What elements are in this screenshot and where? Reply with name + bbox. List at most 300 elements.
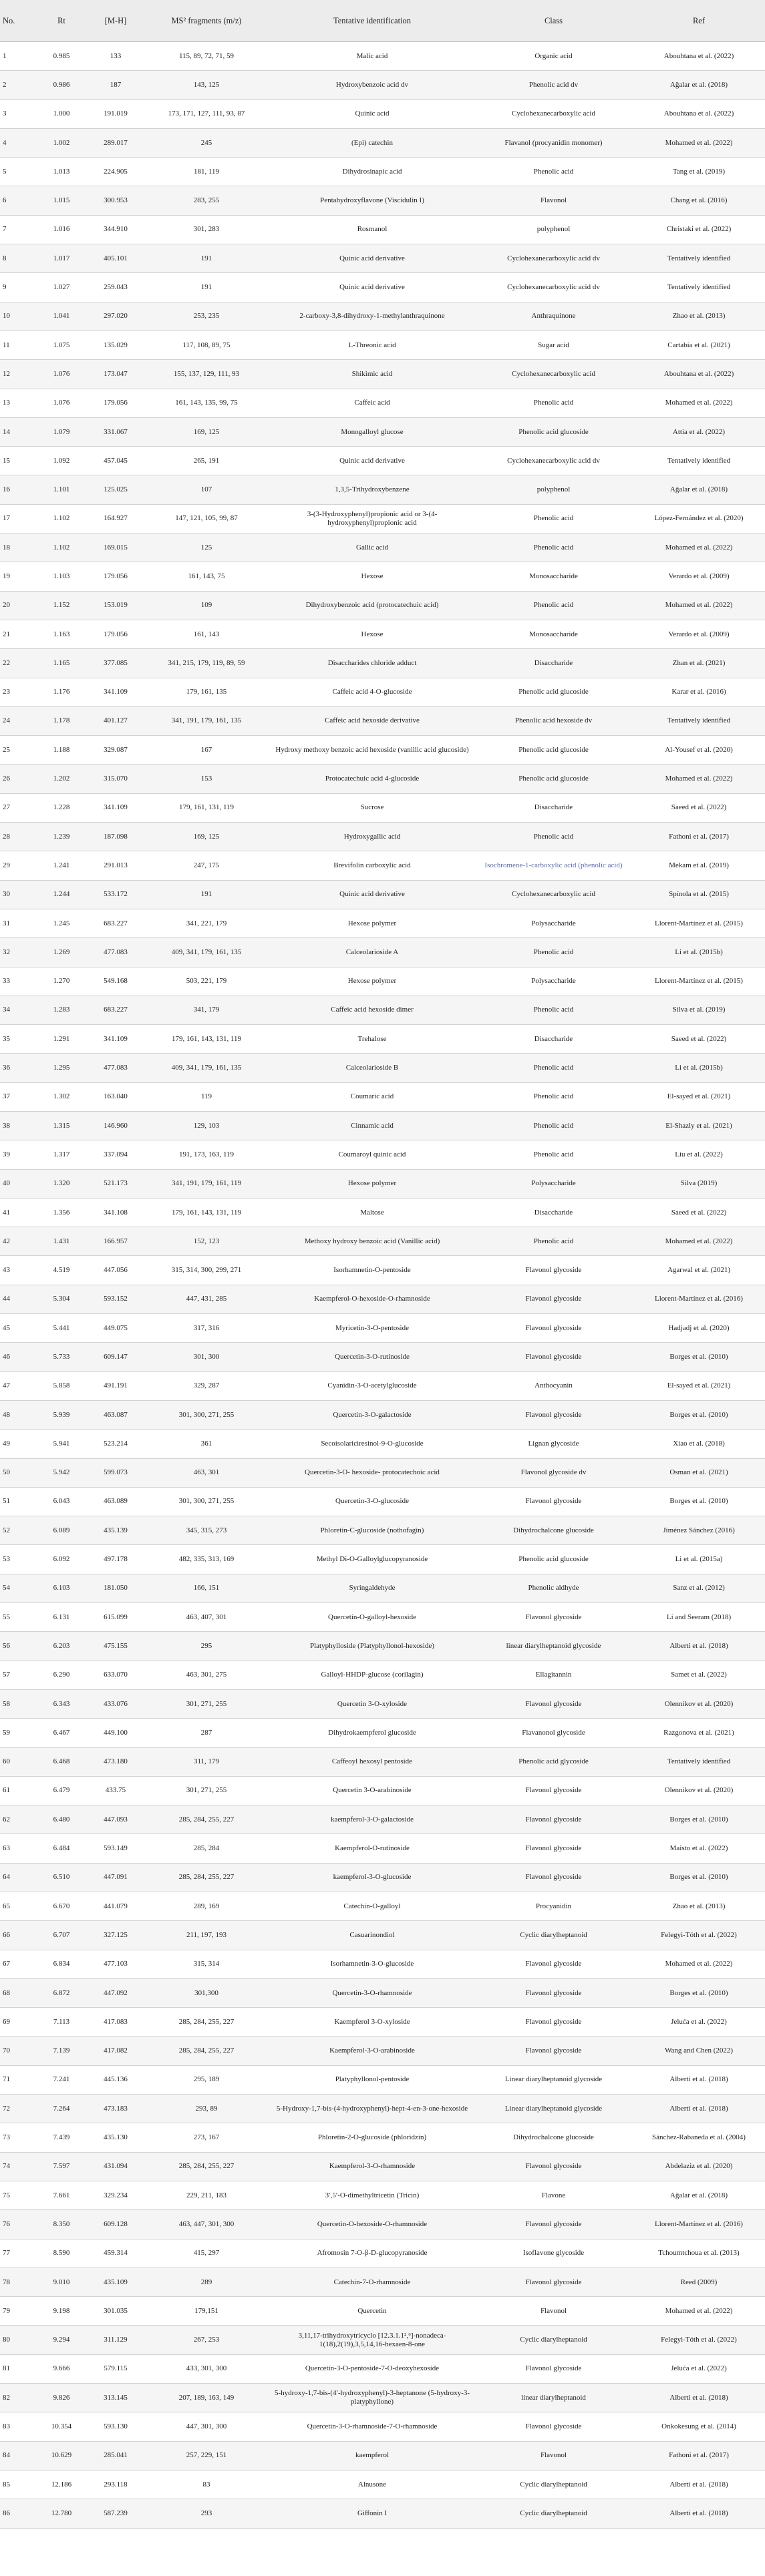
cell-no: 57: [0, 1661, 35, 1689]
cell-ref: Silva (2019): [633, 1169, 765, 1198]
cell-mh: 405.101: [88, 244, 143, 273]
cell-identification: Quinic acid derivative: [270, 447, 474, 475]
cell-rt: 10.354: [35, 2412, 88, 2441]
cell-mh: 146.960: [88, 1111, 143, 1140]
cell-ref: Onkokesung et al. (2014): [633, 2412, 765, 2441]
cell-rt: 1.152: [35, 591, 88, 620]
cell-no: 5: [0, 158, 35, 186]
cell-ms: 285, 284, 255, 227: [143, 2036, 270, 2065]
cell-rt: 6.467: [35, 1719, 88, 1747]
cell-mh: 593.130: [88, 2412, 143, 2441]
table-row: [0, 2499, 765, 2528]
cell-ms: 409, 341, 179, 161, 135: [143, 938, 270, 967]
cell-ref: Alberti et al. (2018): [633, 2470, 765, 2499]
cell-rt: 1.356: [35, 1198, 88, 1227]
cell-class: Phenolic acid: [474, 1054, 633, 1082]
cell-mh: 433.75: [88, 1776, 143, 1805]
cell-class: Cyclic diarylheptanoid: [474, 2326, 633, 2354]
cell-no: 2: [0, 71, 35, 99]
cell-no: 54: [0, 1574, 35, 1602]
cell-ref: Zhao et al. (2013): [633, 1892, 765, 1921]
cell-ref: Felegyi-Tóth et al. (2022): [633, 1921, 765, 1950]
cell-no: 33: [0, 967, 35, 996]
cell-ms: 463, 301, 275: [143, 1661, 270, 1689]
table-row: [0, 1198, 765, 1227]
cell-mh: 293.118: [88, 2470, 143, 2499]
table-row: [0, 1776, 765, 1805]
cell-no: 20: [0, 591, 35, 620]
cell-mh: 477.083: [88, 1054, 143, 1082]
cell-ms: 253, 235: [143, 302, 270, 331]
cell-mh: 401.127: [88, 706, 143, 735]
cell-ref: El-sayed et al. (2021): [633, 1371, 765, 1400]
cell-ms: 273, 167: [143, 2123, 270, 2152]
cell-mh: 683.227: [88, 909, 143, 937]
cell-identification: Quercetin-3-O-galactoside: [270, 1400, 474, 1429]
cell-ms: 179, 161, 131, 119: [143, 793, 270, 822]
cell-rt: 5.939: [35, 1400, 88, 1429]
cell-identification: Quinic acid derivative: [270, 880, 474, 909]
table-row: [0, 678, 765, 706]
cell-rt: 1.102: [35, 504, 88, 533]
cell-mh: 341.109: [88, 793, 143, 822]
cell-no: 38: [0, 1111, 35, 1140]
cell-rt: 10.629: [35, 2441, 88, 2470]
cell-ms: 129, 103: [143, 1111, 270, 1140]
cell-no: 53: [0, 1545, 35, 1574]
cell-class: Flavonol glycoside: [474, 1487, 633, 1516]
cell-rt: 7.439: [35, 2123, 88, 2152]
cell-rt: 9.666: [35, 2354, 88, 2383]
cell-ms: 433, 301, 300: [143, 2354, 270, 2383]
cell-ms: 295, 189: [143, 2065, 270, 2094]
cell-ms: 315, 314, 300, 299, 271: [143, 1256, 270, 1285]
cell-identification: Quercetin-3-O-glucoside: [270, 1487, 474, 1516]
cell-no: 31: [0, 909, 35, 937]
cell-rt: 9.010: [35, 2268, 88, 2296]
table-row: [0, 1082, 765, 1111]
cell-no: 82: [0, 2384, 35, 2412]
table-row: [0, 2036, 765, 2065]
cell-no: 51: [0, 1487, 35, 1516]
cell-ref: Fathoni et al. (2017): [633, 2441, 765, 2470]
cell-mh: 224.905: [88, 158, 143, 186]
cell-mh: 315.070: [88, 765, 143, 793]
cell-identification: 3,11,17-trihydroxytricyclo [12.3.1.1²,⁶]-nonadeca-1(18),2(19),3,5,14,16-hexaen-8-one: [270, 2326, 474, 2354]
cell-class: linear diarylheptanoid: [474, 2384, 633, 2412]
cell-identification: Coumaroyl quinic acid: [270, 1140, 474, 1169]
cell-class: Polysaccharide: [474, 1169, 633, 1198]
cell-rt: 1.244: [35, 880, 88, 909]
cell-mh: 311.129: [88, 2326, 143, 2354]
cell-ref: Karar et al. (2016): [633, 678, 765, 706]
cell-ms: 109: [143, 591, 270, 620]
cell-identification: Coumaric acid: [270, 1082, 474, 1111]
cell-identification: Isorhamnetin-3-O-glucoside: [270, 1950, 474, 1978]
cell-ms: 191: [143, 273, 270, 302]
cell-ms: 341, 215, 179, 119, 89, 59: [143, 649, 270, 678]
cell-identification: 3-(3-Hydroxyphenyl)propionic acid or 3-(4-hydroxyphenyl)propionic acid: [270, 504, 474, 533]
table-row: [0, 1805, 765, 1834]
cell-no: 7: [0, 215, 35, 244]
cell-identification: Calceolarioside A: [270, 938, 474, 967]
table-row: [0, 1169, 765, 1198]
cell-ref: Mohamed et al. (2022): [633, 591, 765, 620]
cell-mh: 463.087: [88, 1400, 143, 1429]
cell-mh: 327.125: [88, 1921, 143, 1950]
cell-identification: kaempferol-3-O-galactoside: [270, 1805, 474, 1834]
cell-class: Flavonol glycoside: [474, 1834, 633, 1863]
table-row: [0, 2412, 765, 2441]
cell-identification: Calceolarioside B: [270, 1054, 474, 1082]
cell-rt: 1.079: [35, 417, 88, 446]
cell-ref: Tchoumtchoua et al. (2013): [633, 2239, 765, 2268]
table-row: [0, 1487, 765, 1516]
cell-identification: Hexose polymer: [270, 909, 474, 937]
cell-ref: Alberti et al. (2018): [633, 1632, 765, 1661]
cell-identification: Quercetin-O-galloyl-hexoside: [270, 1603, 474, 1632]
cell-rt: 1.239: [35, 823, 88, 851]
table-row: [0, 99, 765, 128]
cell-no: 71: [0, 2065, 35, 2094]
cell-no: 26: [0, 765, 35, 793]
cell-identification: Catechin-O-galloyl: [270, 1892, 474, 1921]
cell-ms: 117, 108, 89, 75: [143, 331, 270, 359]
cell-identification: Kaempferol-3-O-arabinoside: [270, 2036, 474, 2065]
cell-rt: 1.178: [35, 706, 88, 735]
table-header: [0, 0, 765, 42]
cell-rt: 1.188: [35, 736, 88, 765]
cell-ref: López-Fernández et al. (2020): [633, 504, 765, 533]
cell-ms: 317, 316: [143, 1314, 270, 1343]
cell-class: Flavonol glycoside: [474, 2354, 633, 2383]
cell-rt: 7.113: [35, 2008, 88, 2036]
cell-class: Phenolic acid: [474, 591, 633, 620]
cell-mh: 329.087: [88, 736, 143, 765]
cell-ref: Al-Yousef et al. (2020): [633, 736, 765, 765]
cell-no: 36: [0, 1054, 35, 1082]
cell-ms: 287: [143, 1719, 270, 1747]
cell-rt: 6.203: [35, 1632, 88, 1661]
cell-identification: Caffeoyl hexosyl pentoside: [270, 1747, 474, 1776]
cell-class: Cyclohexanecarboxylic acid dv: [474, 447, 633, 475]
cell-ms: 463, 301: [143, 1458, 270, 1487]
cell-no: 12: [0, 360, 35, 389]
cell-identification: Syringaldehyde: [270, 1574, 474, 1602]
cell-no: 76: [0, 2210, 35, 2239]
table-row: [0, 331, 765, 359]
cell-mh: 533.172: [88, 880, 143, 909]
table-row: [0, 1574, 765, 1602]
table-row: [0, 706, 765, 735]
cell-mh: 473.183: [88, 2095, 143, 2123]
cell-no: 46: [0, 1343, 35, 1371]
cell-identification: Casuarinondiol: [270, 1921, 474, 1950]
cell-ref: Fathoni et al. (2017): [633, 823, 765, 851]
cell-ms: 301, 300, 271, 255: [143, 1400, 270, 1429]
cell-no: 66: [0, 1921, 35, 1950]
cell-identification: Hexose: [270, 620, 474, 648]
cell-no: 44: [0, 1285, 35, 1313]
cell-rt: 1.228: [35, 793, 88, 822]
cell-identification: kaempferol-3-O-glucoside: [270, 1863, 474, 1892]
cell-ref: Llorent-Martínez et al. (2015): [633, 967, 765, 996]
cell-rt: 6.872: [35, 1978, 88, 2007]
cell-class: Lignan glycoside: [474, 1430, 633, 1458]
table-row: [0, 562, 765, 591]
cell-mh: 615.099: [88, 1603, 143, 1632]
cell-rt: 7.241: [35, 2065, 88, 2094]
cell-ms: 179, 161, 135: [143, 678, 270, 706]
cell-ms: 341, 221, 179: [143, 909, 270, 937]
cell-ref: Tentatively identified: [633, 244, 765, 273]
cell-identification: Hydroxy methoxy benzoic acid hexoside (vanillic acid glucoside): [270, 736, 474, 765]
cell-mh: 477.083: [88, 938, 143, 967]
cell-class: Flavonol glycoside: [474, 2152, 633, 2181]
cell-no: 17: [0, 504, 35, 533]
table-row: [0, 2470, 765, 2499]
cell-class: Phenolic acid: [474, 389, 633, 417]
cell-class: Flavonol glycoside: [474, 1400, 633, 1429]
cell-ms: 155, 137, 129, 111, 93: [143, 360, 270, 389]
table-row: [0, 1950, 765, 1978]
header-ms: MS² fragments (m/z): [143, 0, 270, 42]
cell-mh: 344.910: [88, 215, 143, 244]
cell-identification: Dihydrosinapic acid: [270, 158, 474, 186]
cell-mh: 181.050: [88, 1574, 143, 1602]
cell-ms: 289, 169: [143, 1892, 270, 1921]
cell-ref: Llorent-Martínez et al. (2015): [633, 909, 765, 937]
cell-class: Flavonol glycoside: [474, 1256, 633, 1285]
cell-ref: Tentatively identified: [633, 706, 765, 735]
cell-no: 84: [0, 2441, 35, 2470]
cell-class: Disaccharide: [474, 1198, 633, 1227]
cell-no: 67: [0, 1950, 35, 1978]
cell-class: Flavonol glycoside: [474, 1978, 633, 2007]
cell-no: 47: [0, 1371, 35, 1400]
cell-rt: 1.102: [35, 533, 88, 562]
cell-ref: Jeluća et al. (2022): [633, 2008, 765, 2036]
cell-identification: Methyl Di-O-Galloylglucopyranoside: [270, 1545, 474, 1574]
cell-identification: Dihydrokaempferol glucoside: [270, 1719, 474, 1747]
cell-class: Cyclic diarylheptanoid: [474, 1921, 633, 1950]
cell-rt: 1.202: [35, 765, 88, 793]
cell-class: Phenolic acid: [474, 996, 633, 1024]
cell-identification: 1,3,5-Trihydroxybenzene: [270, 475, 474, 504]
table-row: [0, 1661, 765, 1689]
cell-class: Phenolic acid glucoside: [474, 1545, 633, 1574]
cell-class: Flavonol glycoside: [474, 2268, 633, 2296]
cell-no: 42: [0, 1227, 35, 1256]
cell-identification: Secoisolariciresinol-9-O-glucoside: [270, 1430, 474, 1458]
cell-rt: 6.510: [35, 1863, 88, 1892]
table-row: [0, 1545, 765, 1574]
table-row: [0, 2123, 765, 2152]
cell-rt: 1.245: [35, 909, 88, 937]
cell-ms: 119: [143, 1082, 270, 1111]
cell-class: Phenolic acid: [474, 1111, 633, 1140]
table-row: [0, 533, 765, 562]
cell-ref: Samet et al. (2022): [633, 1661, 765, 1689]
cell-ref: Olennikov et al. (2020): [633, 1689, 765, 1718]
cell-ms: 311, 179: [143, 1747, 270, 1776]
cell-identification: 5-hydroxy-1,7-bis-(4′-hydroxyphenyl)-3-heptanone (5-hydroxy-3-platyphyllone): [270, 2384, 474, 2412]
cell-identification: Gallic acid: [270, 533, 474, 562]
cell-mh: 449.100: [88, 1719, 143, 1747]
cell-mh: 417.083: [88, 2008, 143, 2036]
header-mh: [M-H]: [88, 0, 143, 42]
cell-class: Disaccharide: [474, 649, 633, 678]
table-row: [0, 244, 765, 273]
cell-no: 86: [0, 2499, 35, 2528]
cell-mh: 579.115: [88, 2354, 143, 2383]
cell-rt: 1.016: [35, 215, 88, 244]
cell-ms: 285, 284, 255, 227: [143, 2008, 270, 2036]
cell-no: 61: [0, 1776, 35, 1805]
table-row: [0, 880, 765, 909]
cell-ref: Mekam et al. (2019): [633, 851, 765, 880]
cell-class: Ellagitannin: [474, 1661, 633, 1689]
cell-class[interactable]: Isochromene-1-carboxylic acid (phenolic acid): [474, 851, 633, 880]
cell-no: 68: [0, 1978, 35, 2007]
cell-identification: Monogalloyl glucose: [270, 417, 474, 446]
table-row: [0, 158, 765, 186]
cell-class: Flavonol glycoside: [474, 1776, 633, 1805]
table-row: [0, 1921, 765, 1950]
cell-ref: Borges et al. (2010): [633, 1863, 765, 1892]
cell-rt: 9.198: [35, 2297, 88, 2326]
cell-rt: 1.015: [35, 186, 88, 215]
cell-mh: 475.155: [88, 1632, 143, 1661]
table-row: [0, 1719, 765, 1747]
cell-ms: 285, 284: [143, 1834, 270, 1863]
cell-mh: 337.094: [88, 1140, 143, 1169]
table-row: [0, 2297, 765, 2326]
cell-class: Cyclohexanecarboxylic acid: [474, 880, 633, 909]
cell-mh: 447.093: [88, 1805, 143, 1834]
cell-identification: 2-carboxy-3,8-dihydroxy-1-methylanthraquinone: [270, 302, 474, 331]
cell-mh: 435.139: [88, 1516, 143, 1545]
cell-class: Phenolic acid glycoside: [474, 1747, 633, 1776]
cell-mh: 463.089: [88, 1487, 143, 1516]
cell-class: Monosaccharide: [474, 620, 633, 648]
cell-class: Flavonol glycoside: [474, 1805, 633, 1834]
table-row: [0, 1978, 765, 2007]
cell-mh: 341.109: [88, 678, 143, 706]
cell-ref: Li and Seeram (2018): [633, 1603, 765, 1632]
cell-ref: Razgonova et al. (2021): [633, 1719, 765, 1747]
cell-mh: 377.085: [88, 649, 143, 678]
cell-class: Cyclohexanecarboxylic acid: [474, 360, 633, 389]
table-row: [0, 360, 765, 389]
cell-ref: Li et al. (2015a): [633, 1545, 765, 1574]
table-row: [0, 2384, 765, 2412]
cell-no: 19: [0, 562, 35, 591]
cell-ms: 152, 123: [143, 1227, 270, 1256]
table-row: [0, 389, 765, 417]
table-row: [0, 1343, 765, 1371]
cell-ref: Spínola et al. (2015): [633, 880, 765, 909]
table-row: [0, 2239, 765, 2268]
table-row: [0, 2210, 765, 2239]
cell-rt: 6.468: [35, 1747, 88, 1776]
cell-rt: 1.295: [35, 1054, 88, 1082]
cell-class: linear diarylheptanoid glycoside: [474, 1632, 633, 1661]
cell-class: Isoflavone glycoside: [474, 2239, 633, 2268]
cell-ref: Hadjadj et al. (2020): [633, 1314, 765, 1343]
table-row: [0, 1458, 765, 1487]
cell-identification: Caffeic acid: [270, 389, 474, 417]
cell-ref: Tentatively identified: [633, 447, 765, 475]
cell-rt: 1.027: [35, 273, 88, 302]
cell-identification: Myricetin-3-O-pentoside: [270, 1314, 474, 1343]
cell-identification: Rosmanol: [270, 215, 474, 244]
cell-identification: kaempferol: [270, 2441, 474, 2470]
cell-rt: 1.000: [35, 99, 88, 128]
cell-ms: 329, 287: [143, 1371, 270, 1400]
cell-rt: 1.241: [35, 851, 88, 880]
cell-class: Disaccharide: [474, 793, 633, 822]
cell-mh: 329.234: [88, 2181, 143, 2209]
cell-identification: 3′,5′-O-dimethyltricetin (Tricin): [270, 2181, 474, 2209]
cell-ms: 153: [143, 765, 270, 793]
cell-mh: 259.043: [88, 273, 143, 302]
table-row: [0, 128, 765, 157]
cell-no: 49: [0, 1430, 35, 1458]
cell-class: Monosaccharide: [474, 562, 633, 591]
cell-ref: Saeed et al. (2022): [633, 1198, 765, 1227]
cell-rt: 1.101: [35, 475, 88, 504]
cell-mh: 341.108: [88, 1198, 143, 1227]
cell-class: Flavonol: [474, 2297, 633, 2326]
cell-identification: Quercetin 3-O-arabinoside: [270, 1776, 474, 1805]
cell-mh: 523.214: [88, 1430, 143, 1458]
cell-no: 50: [0, 1458, 35, 1487]
cell-rt: 1.076: [35, 360, 88, 389]
cell-ref: Abouhtana et al. (2022): [633, 99, 765, 128]
cell-class: Flavonol glycoside: [474, 1689, 633, 1718]
cell-no: 63: [0, 1834, 35, 1863]
cell-identification: Platyphylloside (Platyphyllonol-hexoside): [270, 1632, 474, 1661]
cell-rt: 8.350: [35, 2210, 88, 2239]
cell-ref: Alberti et al. (2018): [633, 2384, 765, 2412]
cell-ref: Osman et al. (2021): [633, 1458, 765, 1487]
cell-class: Phenolic acid: [474, 938, 633, 967]
cell-ref: Llorent-Martínez et al. (2016): [633, 2210, 765, 2239]
cell-identification: Alnusone: [270, 2470, 474, 2499]
cell-rt: 1.092: [35, 447, 88, 475]
cell-identification: Hydroxygallic acid: [270, 823, 474, 851]
cell-ms: 207, 189, 163, 149: [143, 2384, 270, 2412]
cell-class: Disaccharide: [474, 1025, 633, 1054]
cell-no: 28: [0, 823, 35, 851]
header-ref: Ref: [633, 0, 765, 42]
cell-no: 70: [0, 2036, 35, 2065]
cell-ref: Tang et al. (2019): [633, 158, 765, 186]
cell-class: Flavanonol glycoside: [474, 1719, 633, 1747]
cell-class: Flavonol glycoside dv: [474, 1458, 633, 1487]
table-row: [0, 1140, 765, 1169]
cell-no: 32: [0, 938, 35, 967]
cell-identification: Dihydroxybenzoic acid (protocatechuic acid): [270, 591, 474, 620]
header-class: Class: [474, 0, 633, 42]
cell-identification: Isorhamnetin-O-pentoside: [270, 1256, 474, 1285]
cell-class: Polysaccharide: [474, 967, 633, 996]
cell-no: 1: [0, 42, 35, 71]
cell-ref: Jiménez Sánchez (2016): [633, 1516, 765, 1545]
cell-no: 30: [0, 880, 35, 909]
cell-ms: 463, 447, 301, 300: [143, 2210, 270, 2239]
